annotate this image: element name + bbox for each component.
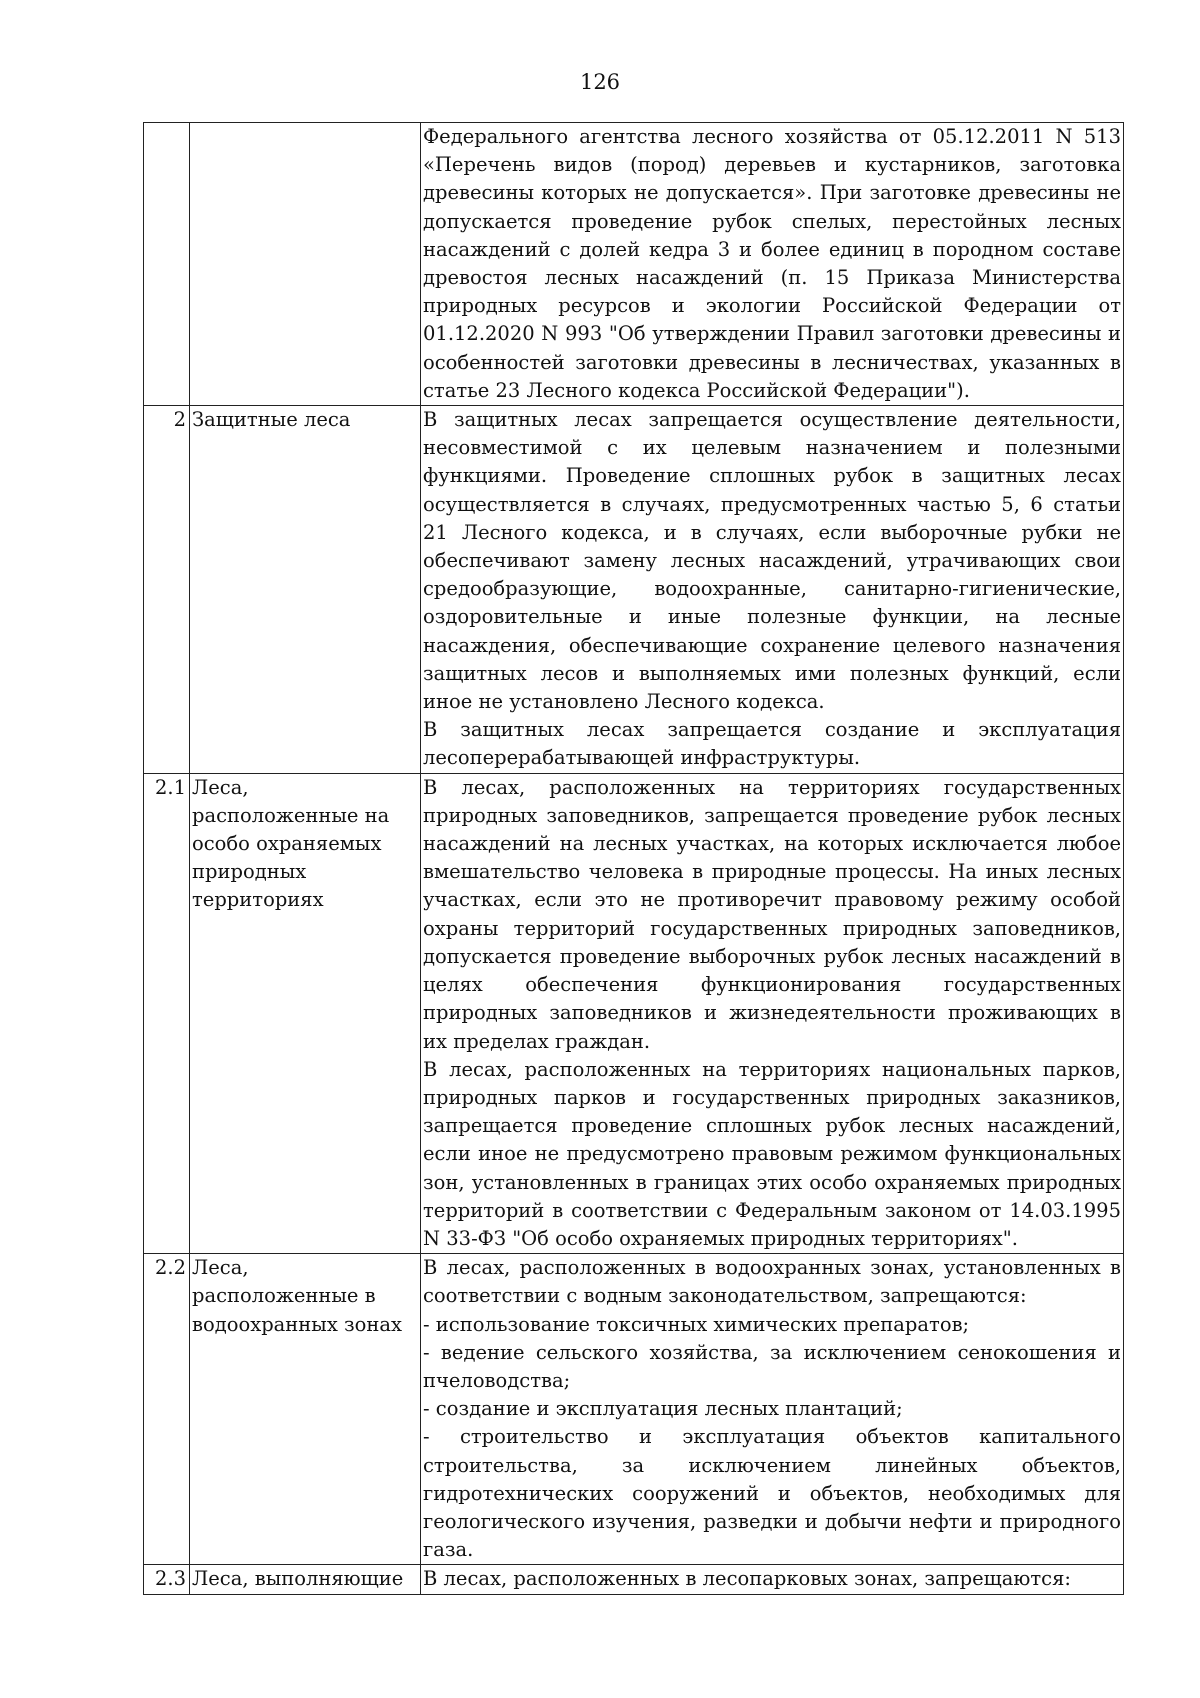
forest-category-label: Леса, выполняющие <box>192 1567 404 1591</box>
paragraph: В защитных лесах запрещается осуществление деятельности, несовместимой с их целевым назначением и полезными функциями. Проведение сплошных рубок в защитных лесах осуществляется в случаях, предусмотренных частью 5, 6 статьи 21 Лесного кодекса, и в случаях, если выборочные рубки не обеспечивают замену лесных насаждений, утрачивающих свои средообразующие, водоохранные, санитарно-гигиенические, оздоровительные и иные полезные функции, на лесные насаждения, обеспечивающие сохранение целевого назначения защитных лесов и выполняемых ими полезных функций, если иное не установлено Лесного кодекса. <box>423 408 1121 714</box>
paragraph: - использование токсичных химических препаратов; <box>423 1312 970 1336</box>
paragraph: В лесах, расположенных на территориях государственных природных заповедников, запрещается проведение рубок лесных насаждений на лесных участках, на которых исключается любое вмешательство человека в природные процессы. На иных лесных участках, если это не противоречит правовому режиму особой охраны территорий государственных природных заповедников, допускается проведение выборочных рубок лесных насаждений в целях обеспечения функционирования государственных природных заповедников и жизнедеятельности проживающих в их пределах граждан. <box>423 775 1121 1053</box>
row-number: 2.1 <box>144 773 190 1253</box>
row-number: 2.2 <box>144 1254 190 1565</box>
restrictions-text <box>421 1565 1124 1594</box>
table-row <box>144 1565 1124 1594</box>
restrictions-text <box>421 123 1124 406</box>
forest-category <box>190 1254 421 1565</box>
paragraph: - создание и эксплуатация лесных плантаций; <box>423 1397 903 1421</box>
forest-category <box>190 123 421 406</box>
restrictions-text <box>421 773 1124 1253</box>
regulations-table <box>143 122 1124 1595</box>
table-row <box>144 773 1124 1253</box>
paragraph: Федерального агентства лесного хозяйства от 05.12.2011 N 513 «Перечень видов (пород) деревьев и кустарников, заготовка древесины которых не допускается». При заготовке древесины не допускается проведение рубок спелых, перестойных лесных насаждений с долей кедра 3 и более единиц в породном составе древостоя лесных насаждений (п. 15 Приказа Министерства природных ресурсов и экологии Российской Федерации от 01.12.2020 N 993 "Об утверждении Правил заготовки древесины и особенностей заготовки древесины в лесничествах, указанных в статье 23 Лесного кодекса Российской Федерации"). <box>423 125 1121 402</box>
page-number: 126 <box>579 70 621 94</box>
row-number: 2 <box>144 406 190 774</box>
paragraph: - строительство и эксплуатация объектов капитального строительства, за исключением линейных объектов, гидротехнических сооружений и объектов, необходимых для геологического изучения, разведки и добычи нефти и природного газа. <box>423 1425 1121 1562</box>
paragraph: В лесах, расположенных в водоохранных зонах, установленных в соответствии с водным законодательством, запрещаются: <box>423 1256 1121 1308</box>
table-row <box>144 1254 1124 1565</box>
row-number <box>144 123 190 406</box>
paragraph: В защитных лесах запрещается создание и эксплуатация лесоперерабатывающей инфраструктуры. <box>423 718 1121 770</box>
forest-category <box>190 1565 421 1594</box>
forest-category <box>190 406 421 774</box>
paragraph: В лесах, расположенных на территориях национальных парков, природных парков и государственных природных заказников, запрещается проведение сплошных рубок лесных насаждений, если иное не предусмотрено правовым режимом функциональных зон, установленных в границах этих особо охраняемых природных территорий в соответствии с Федеральным законом от 14.03.1995 N 33-ФЗ "Об особо охраняемых природных территориях". <box>423 1057 1121 1250</box>
table-row <box>144 123 1124 406</box>
paragraph: - ведение сельского хозяйства, за исключением сенокошения и пчеловодства; <box>423 1340 1121 1392</box>
restrictions-text <box>421 406 1124 774</box>
restrictions-text <box>421 1254 1124 1565</box>
table-row <box>144 406 1124 774</box>
forest-category <box>190 773 421 1253</box>
forest-category-label: Защитные леса <box>192 408 351 432</box>
row-number: 2.3 <box>144 1565 190 1594</box>
forest-category-label: Леса, расположенные в водоохранных зонах <box>192 1256 403 1336</box>
forest-category-label: Леса, расположенные на особо охраняемых природных территориях <box>192 775 390 912</box>
paragraph: В лесах, расположенных в лесопарковых зонах, запрещаются: <box>423 1567 1071 1591</box>
